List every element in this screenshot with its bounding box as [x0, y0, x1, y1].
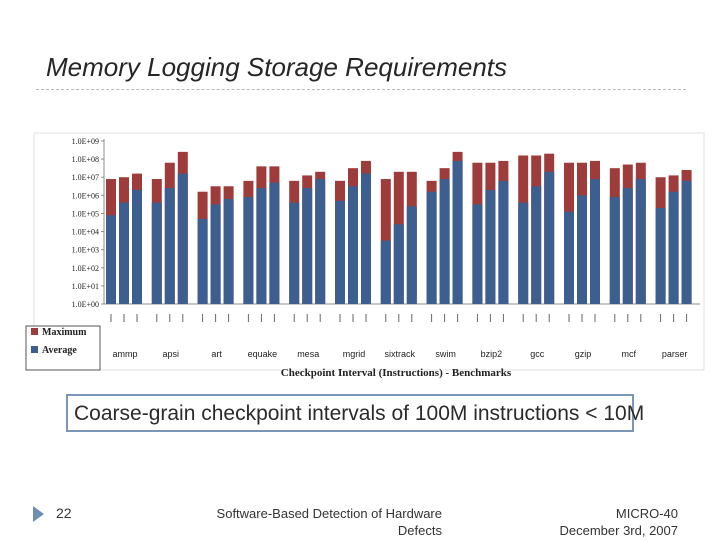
footer-venue-line1: MICRO-40 [615, 506, 678, 521]
bar-average-gzip-1 [564, 212, 574, 304]
slide-number: 22 [56, 505, 72, 521]
y-tick-label: 1.0E+07 [71, 173, 99, 183]
footer-venue-line2: December 3rd, 2007 [559, 523, 678, 538]
legend-label-average: Average [42, 345, 77, 356]
bar-average-ammp-1 [106, 215, 116, 304]
bar-average-apsi-1 [152, 203, 162, 304]
bar-average-swim-1 [427, 192, 437, 304]
bar-average-parser-3 [682, 181, 692, 304]
category-label: mcf [621, 349, 637, 359]
bar-average-sixtrack-1 [381, 241, 391, 304]
y-tick-label: 1.0E+01 [71, 281, 99, 291]
bar-average-mcf-1 [610, 197, 620, 304]
legend-swatch-average [31, 346, 38, 353]
bar-average-swim-2 [440, 179, 450, 304]
x-axis-title: Checkpoint Interval (Instructions) - Benchmarks [280, 367, 512, 379]
bar-average-sixtrack-2 [394, 224, 404, 304]
bar-average-mesa-2 [302, 188, 312, 304]
bar-average-mesa-3 [315, 179, 325, 304]
bar-average-art-2 [211, 204, 221, 304]
category-label: equake [247, 349, 278, 359]
footer-title-line1: Software-Based Detection of Hardware [216, 506, 442, 521]
bar-average-bzip2-1 [472, 204, 482, 304]
bar-average-apsi-3 [178, 174, 188, 304]
bar-average-sixtrack-3 [407, 206, 417, 304]
bar-average-equake-2 [256, 188, 266, 304]
bar-average-gzip-2 [577, 195, 587, 304]
y-tick-label: 1.0E+02 [71, 263, 99, 273]
footer-title-line2: Defects [397, 523, 442, 538]
bar-average-mgrid-2 [348, 186, 358, 304]
bar-average-swim-3 [453, 161, 463, 304]
category-label: sixtrack [384, 349, 416, 359]
bar-average-mgrid-1 [335, 201, 345, 304]
bar-average-parser-2 [669, 192, 679, 304]
bar-average-mesa-1 [289, 203, 299, 304]
bar-average-art-1 [198, 219, 208, 304]
category-label: bzip2 [480, 349, 503, 359]
category-label: parser [661, 349, 688, 359]
category-label: gzip [574, 349, 592, 359]
bar-average-gzip-3 [590, 179, 600, 304]
y-tick-label: 1.0E+03 [71, 245, 99, 255]
bar-average-equake-3 [269, 183, 279, 304]
bar-average-mgrid-3 [361, 174, 371, 304]
category-label: art [211, 349, 222, 359]
bar-average-bzip2-3 [498, 181, 508, 304]
slide-arrow-icon [33, 506, 44, 522]
y-tick-label: 1.0E+06 [71, 191, 99, 201]
y-tick-label: 1.0E+09 [71, 137, 99, 146]
bar-average-gcc-3 [544, 172, 554, 304]
slide-title: Memory Logging Storage Requirements [46, 52, 508, 82]
bar-average-parser-1 [656, 208, 666, 304]
bar-average-art-3 [224, 199, 234, 304]
footer-title [180, 505, 442, 539]
legend-swatch-maximum [31, 328, 38, 335]
legend-label-maximum: Maximum [42, 327, 87, 338]
category-label: gcc [530, 349, 545, 359]
bar-average-mcf-3 [636, 179, 646, 304]
bar-average-gcc-1 [518, 203, 528, 304]
caption-text: Coarse-grain checkpoint intervals of 100M instructions < 10M [74, 402, 645, 425]
category-label: mesa [297, 349, 320, 359]
category-label: mgrid [342, 349, 366, 359]
bar-average-ammp-3 [132, 190, 142, 304]
bar-average-apsi-2 [165, 188, 175, 304]
bar-average-mcf-2 [623, 188, 633, 304]
y-tick-label: 1.0E+08 [71, 155, 99, 165]
y-tick-label: 1.0E+05 [71, 209, 99, 219]
bar-average-ammp-2 [119, 203, 129, 304]
bar-average-equake-1 [243, 197, 253, 304]
bar-average-gcc-2 [531, 186, 541, 304]
category-label: apsi [162, 349, 180, 359]
y-tick-label: 1.0E+04 [71, 227, 99, 237]
category-label: ammp [112, 349, 138, 359]
footer-venue [520, 505, 678, 539]
y-tick-label: 1.0E+00 [71, 300, 99, 309]
category-label: swim [435, 349, 456, 359]
bar-average-bzip2-2 [485, 190, 495, 304]
